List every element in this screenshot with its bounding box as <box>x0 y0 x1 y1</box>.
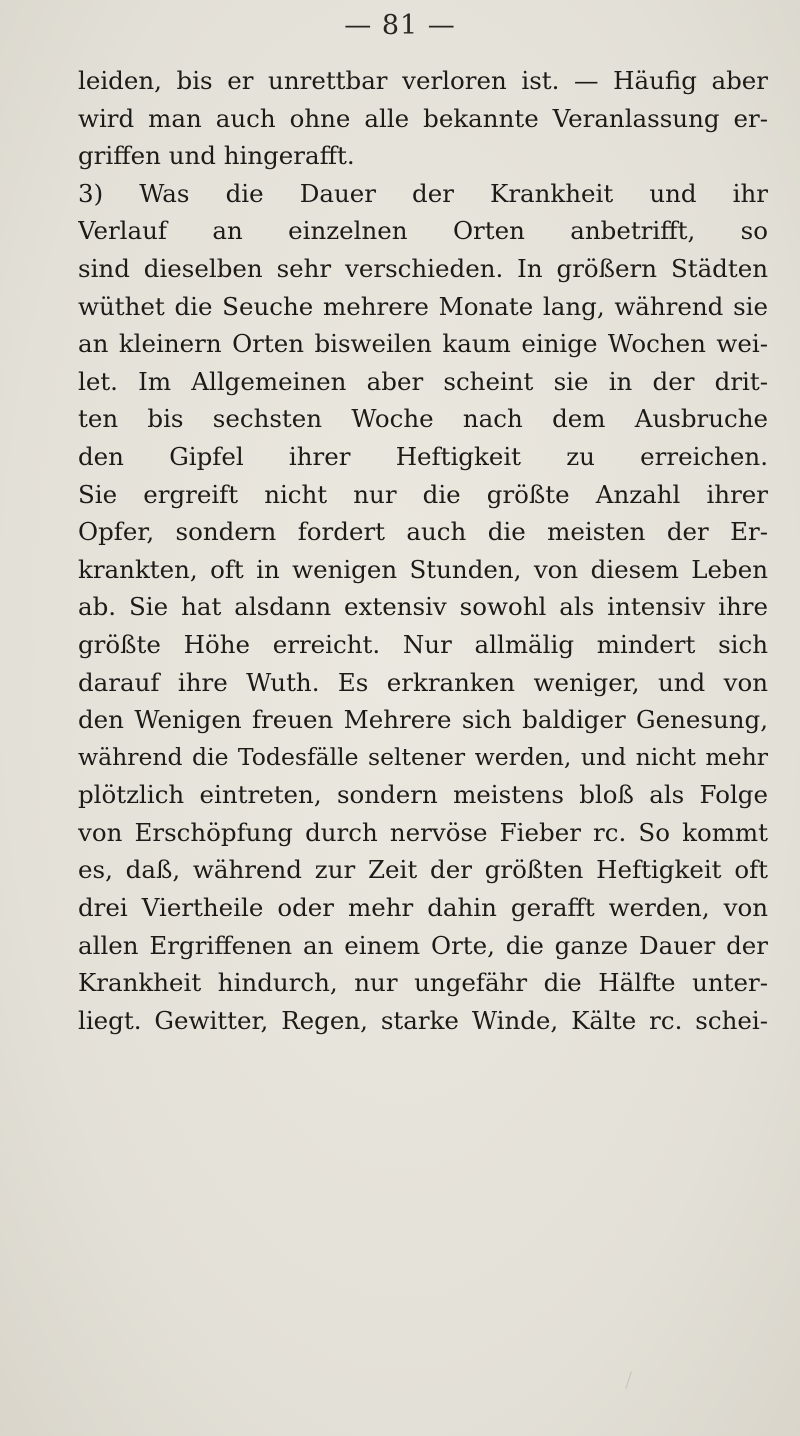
text-line: von Erschöpfung durch nervöse Fieber rc. So kommt <box>78 817 768 847</box>
text-line: leiden, bis er unrettbar verloren ist. — Häufig aber <box>78 66 768 95</box>
text-line: wird man auch ohne alle bekannte Veranlassung er- <box>78 103 768 133</box>
text-line: wüthet die Seuche mehrere Monate lang, während sie <box>78 291 768 321</box>
text-line: plötzlich eintreten, sondern meistens bloß als Folge <box>78 780 768 810</box>
text-line: liegt. Gewitter, Regen, starke Winde, Kälte rc. schei- <box>78 1005 768 1035</box>
text-line: ab. Sie hat alsdann extensiv sowohl als intensiv ihre <box>78 592 768 622</box>
text-line: 3) Was die Dauer der Krankheit und ihr <box>78 178 768 208</box>
text-line: größte Höhe erreicht. Nur allmälig mindert sich <box>78 629 768 659</box>
text-line: krankten, oft in wenigen Stunden, von diesem Leben <box>78 554 768 584</box>
text-line: sind dieselben sehr verschieden. In größern Städten <box>78 253 768 283</box>
text-line: darauf ihre Wuth. Es erkranken weniger, und von <box>78 667 768 697</box>
text-line: es, daß, während zur Zeit der größten Heftigkeit oft <box>78 855 768 885</box>
text-line: Verlauf an einzelnen Orten anbetrifft, so <box>78 216 768 246</box>
text-line: Sie ergreift nicht nur die größte Anzahl ihrer <box>78 479 768 509</box>
text-line: Opfer, sondern fordert auch die meisten der Er- <box>78 517 768 547</box>
page-number-header: — 81 — <box>344 10 456 41</box>
text-line: allen Ergriffenen an einem Orte, die ganze Dauer der <box>78 930 768 960</box>
text-line: den Wenigen freuen Mehrere sich baldiger Genesung, <box>78 705 768 735</box>
paper-mark <box>625 1371 637 1390</box>
text-line: während die Todesfälle seltener werden, und nicht mehr <box>78 742 768 771</box>
text-line: ten bis sechsten Woche nach dem Ausbruche <box>78 404 768 434</box>
body-text <box>78 62 768 1039</box>
text-line: griffen und hingerafft. <box>78 141 355 171</box>
text-line: den Gipfel ihrer Heftigkeit zu erreichen. <box>78 441 768 471</box>
text-line: Krankheit hindurch, nur ungefähr die Hälfte unter- <box>78 968 768 998</box>
text-line: drei Viertheile oder mehr dahin gerafft werden, von <box>78 893 768 923</box>
text-line: let. Im Allgemeinen aber scheint sie in der drit- <box>78 366 768 396</box>
text-line: an kleinern Orten bisweilen kaum einige Wochen wei- <box>78 329 768 359</box>
